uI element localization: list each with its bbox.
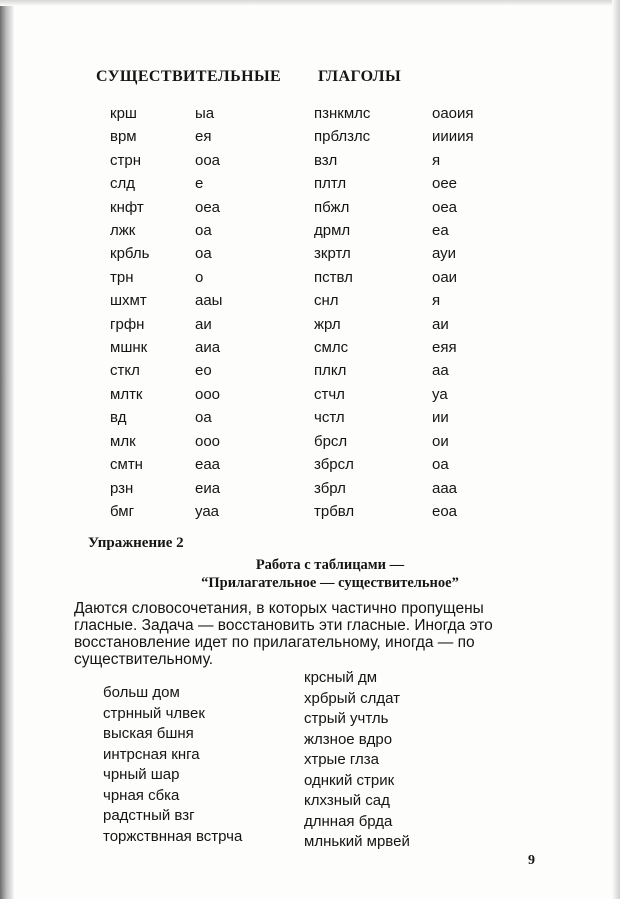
noun-consonant-skeleton: мшнк	[110, 339, 148, 357]
phrase-item: длнная брда	[304, 812, 393, 830]
phrase-item: крсный дм	[304, 669, 378, 686]
verb-vowel-set: оее	[432, 175, 458, 193]
verb-vowel-set: аа	[432, 362, 449, 380]
noun-consonant-skeleton: крбль	[110, 245, 150, 263]
noun-vowel-set: ооа	[195, 151, 221, 169]
verb-vowel-set: оа	[432, 456, 449, 474]
verb-consonant-skeleton: прблзлс	[314, 128, 371, 146]
nouns-heading: СУЩЕСТВИТЕЛЬНЫЕ	[96, 68, 282, 85]
phrase-item: стрнный члвек	[103, 704, 205, 722]
verb-vowel-set: еа	[432, 222, 449, 240]
left-phrases-column	[103, 683, 242, 847]
verbs-vowels-column	[432, 102, 474, 523]
page-binding-shadow	[0, 0, 14, 899]
noun-consonant-skeleton: млтк	[110, 385, 143, 403]
verb-consonant-skeleton: плкл	[314, 362, 347, 380]
noun-consonant-skeleton: врм	[110, 128, 137, 146]
noun-consonant-skeleton: грфн	[110, 315, 145, 333]
noun-vowel-set: ааы	[195, 292, 223, 310]
noun-consonant-skeleton: сткл	[110, 362, 140, 380]
noun-vowel-set: оеа	[195, 198, 221, 216]
noun-consonant-skeleton: рзн	[110, 479, 134, 497]
verb-consonant-skeleton: снл	[314, 292, 339, 310]
verb-vowel-set: иииия	[432, 128, 474, 146]
nouns-consonants-column	[110, 102, 149, 523]
verb-vowel-set: ауи	[432, 245, 457, 263]
noun-consonant-skeleton: слд	[110, 175, 136, 193]
noun-vowel-set: ео	[195, 362, 212, 380]
verb-vowel-set: ии	[432, 409, 449, 427]
verb-vowel-set: оаоия	[432, 105, 474, 122]
exercise-title: Упражнение 2	[88, 535, 184, 551]
exercise-subtitle-line2: “Прилагательное — существительное”	[201, 575, 459, 591]
noun-consonant-skeleton: шхмт	[110, 292, 147, 310]
phrase-item: стрый учтль	[304, 710, 389, 727]
noun-vowel-set: е	[195, 175, 204, 193]
noun-consonant-skeleton: лжк	[110, 222, 136, 240]
noun-vowel-set: еаа	[195, 456, 221, 474]
noun-vowel-set: оа	[195, 222, 212, 240]
verbs-heading: ГЛАГОЛЫ	[318, 68, 402, 85]
phrase-item: интрсная кнга	[103, 745, 200, 763]
verb-vowel-set: оеа	[432, 198, 458, 216]
noun-consonant-skeleton: млк	[110, 432, 136, 450]
verb-vowel-set: оаи	[432, 268, 458, 286]
phrase-item: торжствнная встрча	[103, 827, 243, 845]
instruction-line: гласные. Задача — восстановить эти гласные. Иногда это	[74, 617, 493, 634]
verb-consonant-skeleton: смлс	[314, 339, 349, 357]
verb-consonant-skeleton: плтл	[314, 175, 347, 193]
verb-vowel-set: ои	[432, 432, 449, 450]
nouns-vowels-column	[195, 102, 222, 523]
page-right-shadow	[612, 0, 620, 899]
verb-vowel-set: аи	[432, 315, 449, 333]
phrase-item: однкий стрик	[304, 771, 395, 789]
right-phrases-column	[304, 668, 410, 853]
phrase-item: клхзный сад	[304, 792, 390, 809]
noun-vowel-set: аи	[195, 315, 212, 333]
phrase-item: чрная сбка	[103, 786, 180, 804]
verb-vowel-set: я	[432, 292, 441, 310]
phrase-item: больш дом	[103, 684, 180, 701]
noun-consonant-skeleton: кнфт	[110, 198, 144, 216]
noun-vowel-set: уаа	[195, 502, 220, 520]
noun-vowel-set: ея	[195, 128, 212, 146]
verb-vowel-set: уа	[432, 385, 448, 403]
noun-consonant-skeleton: трн	[110, 268, 134, 286]
verb-consonant-skeleton: збрл	[314, 479, 346, 497]
phrase-item: жлзное вдро	[304, 730, 393, 748]
instruction-line: восстановление идет по прилагательному, иногда — по	[74, 634, 475, 651]
verb-consonant-skeleton: взл	[314, 151, 338, 169]
noun-consonant-skeleton: вд	[110, 409, 127, 427]
verb-vowel-set: еяя	[432, 339, 457, 357]
phrase-item: млнький мрвей	[304, 833, 410, 850]
phrase-item: выская бшня	[103, 725, 194, 742]
noun-vowel-set: аиа	[195, 339, 221, 357]
verb-consonant-skeleton: трбвл	[314, 502, 355, 520]
verb-consonant-skeleton: стчл	[314, 385, 345, 403]
noun-vowel-set: оа	[195, 245, 212, 263]
noun-consonant-skeleton: стрн	[110, 151, 141, 169]
phrase-item: чрный шар	[103, 766, 180, 783]
exercise-instructions	[74, 600, 544, 668]
phrase-item: хрбрый слдат	[304, 689, 400, 707]
verb-consonant-skeleton: збрсл	[314, 456, 354, 474]
verb-consonant-skeleton: пзнкмлс	[314, 105, 371, 122]
instruction-line: Даются словосочетания, в которых частично пропущены	[74, 600, 484, 617]
page-number: 9	[528, 853, 535, 868]
page-top-shadow	[0, 0, 620, 6]
verb-consonant-skeleton: дрмл	[314, 222, 351, 240]
noun-consonant-skeleton: бмг	[110, 502, 135, 520]
instruction-line: существительному.	[74, 651, 214, 668]
verb-vowel-set: еоа	[432, 502, 458, 520]
phrase-item: хтрые глза	[304, 751, 379, 768]
noun-vowel-set: ооо	[195, 385, 221, 403]
noun-vowel-set: оа	[195, 409, 212, 427]
verb-consonant-skeleton: пбжл	[314, 198, 350, 216]
verb-vowel-set: ааа	[432, 479, 458, 497]
phrase-item: радстный взг	[103, 807, 195, 824]
verbs-consonants-column	[314, 102, 370, 523]
noun-vowel-set: о	[195, 268, 204, 286]
noun-consonant-skeleton: крш	[110, 105, 137, 122]
noun-vowel-set: еиа	[195, 479, 221, 497]
noun-vowel-set: ыа	[195, 105, 215, 122]
verb-consonant-skeleton: зкртл	[314, 245, 351, 263]
verb-consonant-skeleton: жрл	[314, 315, 341, 333]
verb-consonant-skeleton: пствл	[314, 268, 353, 286]
exercise-subtitle-line1: Работа с таблицами —	[255, 557, 405, 573]
verb-consonant-skeleton: брсл	[314, 432, 348, 450]
verb-vowel-set: я	[432, 151, 441, 169]
noun-consonant-skeleton: смтн	[110, 456, 143, 474]
noun-vowel-set: ооо	[195, 432, 221, 450]
verb-consonant-skeleton: чстл	[314, 409, 345, 427]
